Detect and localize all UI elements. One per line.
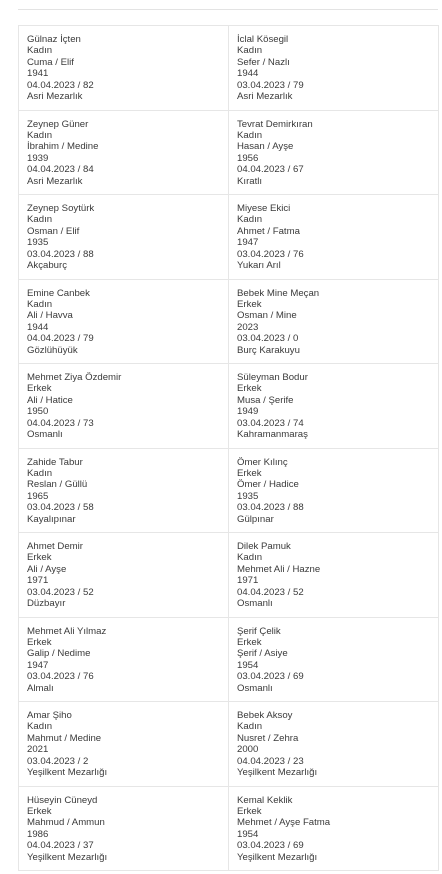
record-parents: Nusret / Zehra <box>237 732 299 744</box>
record-birth-year: 1935 <box>27 237 49 249</box>
record-parents: Cuma / Elif <box>27 56 74 68</box>
record-birth-year: 2021 <box>27 744 49 756</box>
record-parents: Osman / Mine <box>237 310 297 322</box>
record-parents: Ali / Hatice <box>27 394 73 406</box>
record-birth-year: 2000 <box>237 744 259 756</box>
record-birth-year: 1954 <box>237 659 259 671</box>
record-parents: Mahmud / Ammun <box>27 817 105 829</box>
record-birth-year: 1986 <box>27 828 49 840</box>
record-card <box>19 533 229 618</box>
record-birth-year: 1944 <box>27 321 49 333</box>
record-card <box>229 618 439 703</box>
record-date-age: 04.04.2023 / 79 <box>27 333 94 345</box>
record-date-age: 04.04.2023 / 84 <box>27 164 94 176</box>
record-cemetery: Yukarı Arıl <box>237 260 281 272</box>
record-card <box>229 702 439 787</box>
record-date-age: 03.04.2023 / 52 <box>27 586 94 598</box>
record-gender: Kadın <box>237 721 263 733</box>
record-birth-year: 1971 <box>237 575 259 587</box>
record-name: Bebek Aksoy <box>237 710 293 721</box>
record-parents: Mahmut / Medine <box>27 732 102 744</box>
record-name: Bebek Mine Meçan <box>237 287 320 299</box>
record-gender: Kadın <box>27 129 53 141</box>
record-birth-year: 1956 <box>237 152 259 164</box>
record-cemetery: Gözlühüyük <box>27 344 78 356</box>
record-name: Dilek Pamuk <box>237 541 291 552</box>
record-birth-year: 1939 <box>27 152 49 164</box>
record-birth-year: 1947 <box>27 659 49 671</box>
record-cemetery: Osmanlı <box>27 429 63 441</box>
record-date-age: 03.04.2023 / 88 <box>27 248 94 260</box>
record-gender: Kadın <box>27 214 53 226</box>
record-gender: Kadın <box>27 45 53 57</box>
record-cemetery: Düzbayır <box>27 598 66 610</box>
record-gender: Erkek <box>237 298 262 310</box>
record-date-age: 04.04.2023 / 37 <box>27 840 94 852</box>
record-name: Amar Şiho <box>27 710 72 721</box>
record-name: Ömer Kılınç <box>237 456 288 468</box>
record-name: Şerif Çelik <box>237 625 281 637</box>
record-gender: Erkek <box>237 467 262 479</box>
record-date-age: 04.04.2023 / 23 <box>237 755 304 767</box>
record-date-age: 04.04.2023 / 67 <box>237 164 304 176</box>
record-card <box>19 195 229 280</box>
record-cemetery: Akçaburç <box>27 260 67 272</box>
record-name: Mehmet Ali Yılmaz <box>27 625 107 637</box>
record-card <box>19 280 229 365</box>
record-date-age: 04.04.2023 / 52 <box>237 586 304 598</box>
record-gender: Kadın <box>237 129 263 141</box>
record-gender: Kadın <box>237 45 263 57</box>
record-gender: Kadın <box>27 467 53 479</box>
record-cemetery: Yeşilkent Mezarlığı <box>237 851 318 863</box>
record-card <box>229 195 439 280</box>
record-date-age: 03.04.2023 / 69 <box>237 671 304 683</box>
record-date-age: 03.04.2023 / 2 <box>27 755 89 767</box>
record-cemetery: Osmanlı <box>237 682 273 694</box>
record-card <box>19 787 229 872</box>
record-name: Zeynep Güner <box>27 118 89 130</box>
record-parents: Hasan / Ayşe <box>237 141 294 153</box>
record-parents: Şerif / Asiye <box>237 648 288 660</box>
record-cemetery: Yeşilkent Mezarlığı <box>27 767 108 779</box>
record-gender: Kadın <box>237 214 263 226</box>
record-birth-year: 1954 <box>237 828 259 840</box>
record-parents: Galip / Nedime <box>27 648 91 660</box>
record-card <box>229 787 439 872</box>
record-date-age: 03.04.2023 / 79 <box>237 79 304 91</box>
record-card <box>229 533 439 618</box>
record-parents: Reslan / Güllü <box>27 479 88 491</box>
record-parents: Ali / Ayşe <box>27 563 67 575</box>
record-name: Süleyman Bodur <box>237 372 308 383</box>
record-birth-year: 1971 <box>27 575 49 587</box>
record-date-age: 03.04.2023 / 76 <box>237 248 304 260</box>
record-gender: Erkek <box>27 552 52 564</box>
record-birth-year: 1950 <box>27 406 49 418</box>
record-card <box>19 449 229 534</box>
record-date-age: 03.04.2023 / 76 <box>27 671 94 683</box>
record-birth-year: 1935 <box>237 490 259 502</box>
record-parents: İbrahim / Medine <box>27 141 99 153</box>
record-name: Emine Canbek <box>27 287 90 299</box>
record-name: Hüseyin Cüneyd <box>27 794 98 806</box>
record-parents: Mehmet / Ayşe Fatma <box>237 817 331 829</box>
record-date-age: 03.04.2023 / 0 <box>237 333 299 345</box>
record-parents: Musa / Şerife <box>237 394 294 406</box>
record-date-age: 04.04.2023 / 73 <box>27 417 94 429</box>
record-cemetery: Osmanlı <box>237 598 273 610</box>
record-cemetery: Kıratlı <box>237 175 263 187</box>
record-date-age: 03.04.2023 / 58 <box>27 502 94 514</box>
record-date-age: 03.04.2023 / 88 <box>237 502 304 514</box>
record-parents: Mehmet Ali / Hazne <box>237 563 321 575</box>
record-parents: Ali / Havva <box>27 310 73 322</box>
record-cemetery: Asri Mezarlık <box>27 91 83 103</box>
record-gender: Erkek <box>237 636 262 648</box>
record-card <box>229 111 439 196</box>
record-card <box>19 364 229 449</box>
record-name: Miyese Ekici <box>237 203 291 214</box>
record-cemetery: Gülpınar <box>237 513 274 525</box>
record-name: Zahide Tabur <box>27 456 83 468</box>
record-card <box>229 26 439 111</box>
record-gender: Erkek <box>27 805 52 817</box>
record-card <box>229 280 439 365</box>
record-name: Gülnaz İçten <box>27 34 81 45</box>
record-gender: Kadın <box>27 721 53 733</box>
record-gender: Erkek <box>27 636 52 648</box>
record-cemetery: Yeşilkent Mezarlığı <box>27 851 108 863</box>
record-gender: Kadın <box>27 298 53 310</box>
record-name: Tevrat Demirkıran <box>237 118 313 130</box>
record-cemetery: Asri Mezarlık <box>237 91 293 103</box>
record-gender: Erkek <box>237 805 262 817</box>
record-birth-year: 1949 <box>237 406 259 418</box>
record-birth-year: 1965 <box>27 490 49 502</box>
record-cemetery: Almalı <box>27 682 54 694</box>
record-date-age: 03.04.2023 / 74 <box>237 417 304 429</box>
records-grid <box>18 25 439 871</box>
record-parents: Ahmet / Fatma <box>237 225 300 237</box>
record-card <box>19 26 229 111</box>
record-gender: Kadın <box>237 552 263 564</box>
record-card <box>19 111 229 196</box>
record-name: Kemal Keklik <box>237 794 293 806</box>
top-divider <box>18 9 438 10</box>
record-name: Zeynep Soytürk <box>27 203 95 214</box>
record-cemetery: Kahramanmaraş <box>237 429 308 441</box>
record-card <box>229 364 439 449</box>
record-name: İclal Kösegil <box>237 34 289 45</box>
record-parents: Sefer / Nazlı <box>237 56 290 68</box>
record-date-age: 04.04.2023 / 82 <box>27 79 94 91</box>
record-card <box>19 702 229 787</box>
record-cemetery: Asri Mezarlık <box>27 175 83 187</box>
record-birth-year: 1947 <box>237 237 259 249</box>
record-birth-year: 1944 <box>237 68 259 80</box>
record-parents: Osman / Elif <box>27 225 80 237</box>
record-date-age: 03.04.2023 / 69 <box>237 840 304 852</box>
record-cemetery: Burç Karakuyu <box>237 344 300 356</box>
record-name: Ahmet Demir <box>27 541 83 552</box>
record-gender: Erkek <box>27 383 52 395</box>
record-birth-year: 1941 <box>27 68 49 80</box>
record-gender: Erkek <box>237 383 262 395</box>
record-card <box>229 449 439 534</box>
record-birth-year: 2023 <box>237 321 259 333</box>
record-cemetery: Kayalıpınar <box>27 513 76 525</box>
record-cemetery: Yeşilkent Mezarlığı <box>237 767 318 779</box>
record-parents: Ömer / Hadice <box>237 479 299 491</box>
record-name: Mehmet Ziya Özdemir <box>27 372 122 383</box>
record-card <box>19 618 229 703</box>
